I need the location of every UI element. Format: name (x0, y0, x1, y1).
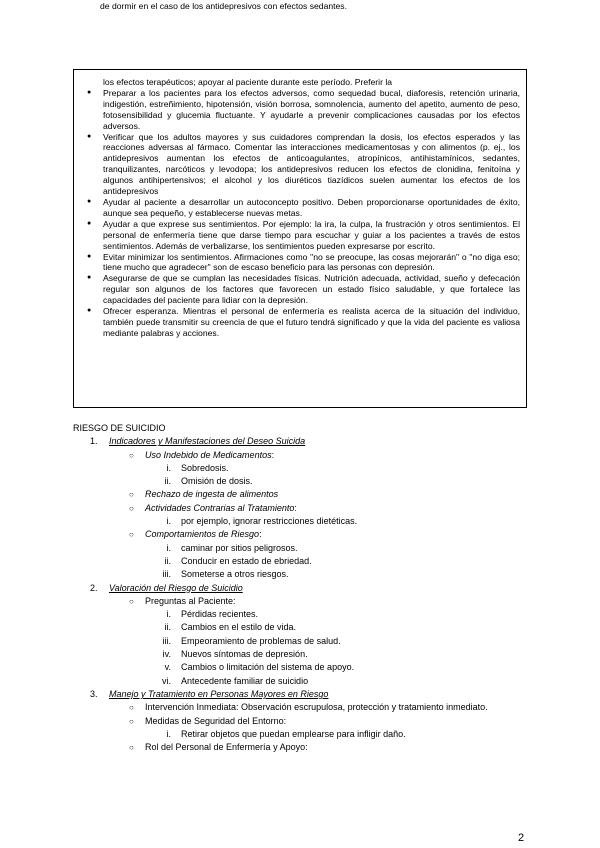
interventions-list (85, 77, 520, 339)
list-item: ● Asegurarse de que se cumplan las necesidades físicas. Nutrición adecuada, actividad, sueño y defecación regular son algunos de los factores que favorecen un estado físico saludable, y que fortalece las capacidades del paciente para lidiar con la depresión. (85, 273, 520, 306)
subitem-colon: : (271, 449, 275, 460)
subitem-label: Preguntas al Paciente: (145, 595, 236, 606)
detail-text: Conducir en estado de ebriedad. (181, 555, 312, 566)
outline-detail (73, 462, 533, 475)
roman-numeral: ii. (164, 555, 171, 566)
section-title: RIESGO DE SUICIDIO (73, 423, 166, 433)
subitem-label: Uso Indebido de Medicamentos (145, 449, 272, 460)
detail-text: caminar por sitios peligrosos. (181, 542, 298, 553)
roman-numeral: i. (166, 609, 171, 620)
list-item: ● Verificar que los adultos mayores y sus cuidadores comprendan la dosis, los efectos esperados y las reacciones adversas al fármaco. Comentar las interacciones medicamentosas y con alimentos (p. ej., los antidepresivos aumentan los efectos de anticoagulantes, atropínicos, antihistamínicos, sedantes, tranquilizantes, narcóticos y levodopa; los antidepresivos reducen los efectos de clonidina, fenitoína y algunos antihipertensivos; el alcohol y los diuréticos tiazídicos suelen aumentar los efectos de los antidepresivos (85, 132, 520, 197)
list-item: ● Ayudar a que exprese sus sentimientos. Por ejemplo: la ira, la culpa, la frustración y otros sentimientos. El personal de enfermería tiene que darse tiempo para escuchar y guiar a los pacientes a través de estos sentimientos. Además de verbalizarse, los sentimientos pueden expresarse por escrito. (85, 219, 520, 252)
roman-numeral: iii. (162, 635, 171, 646)
circle-bullet-icon: ○ (129, 530, 134, 540)
detail-text: Cambios o limitación del sistema de apoyo. (181, 662, 355, 673)
outline-subitem (73, 502, 533, 515)
suicide-risk-section (73, 422, 533, 754)
outline-subitem (73, 741, 533, 754)
outline-heading (73, 435, 533, 448)
roman-numeral: i. (166, 462, 171, 473)
roman-numeral: ii. (164, 476, 171, 487)
subitem-colon: : (294, 502, 297, 513)
roman-numeral: v. (164, 662, 171, 673)
outline-detail (73, 635, 533, 648)
circle-bullet-icon: ○ (129, 490, 134, 500)
circle-bullet-icon: ○ (129, 596, 134, 606)
roman-numeral: i. (166, 728, 171, 739)
detail-text: Omisión de dosis. (181, 476, 253, 487)
subitem-label: Rol del Personal de Enfermería y Apoyo: (145, 742, 308, 753)
roman-numeral: iii. (162, 569, 171, 580)
outline-detail (73, 568, 533, 581)
outline-detail (73, 621, 533, 634)
detail-text: Sobredosis. (181, 462, 229, 473)
outline-title: Manejo y Tratamiento en Personas Mayores en Riesgo (109, 688, 329, 699)
subitem-label: Actividades Contrarias al Tratamiento (145, 502, 295, 513)
outline-subitem (73, 701, 533, 714)
outline-heading (73, 582, 533, 595)
circle-bullet-icon: ○ (129, 703, 134, 713)
circle-bullet-icon: ○ (129, 503, 134, 513)
outline-number: 1. (90, 436, 98, 447)
circle-bullet-icon: ○ (129, 450, 134, 460)
outline-number: 3. (90, 688, 98, 699)
list-item: ● Ayudar al paciente a desarrollar un autoconcepto positivo. Deben proporcionarse oportunidades de éxito, aunque sea pequeño, y establecerse nuevas metas. (85, 197, 520, 219)
subitem-colon: : (259, 529, 262, 540)
outline-title: Indicadores y Manifestaciones del Deseo Suicida (109, 436, 306, 447)
detail-text: Cambios en el estilo de vida. (181, 622, 297, 633)
outline-subitem (73, 595, 533, 608)
outline-detail (73, 661, 533, 674)
detail-text: Pérdidas recientes. (181, 609, 259, 620)
subitem-label: Rechazo de ingesta de alimentos (145, 489, 279, 500)
list-item: los efectos terapéuticos; apoyar al paciente durante este período. Preferir la (103, 77, 393, 87)
subitem-label: Medidas de Seguridad del Entorno: (145, 715, 287, 726)
top-paragraph: de dormir en el caso de los antidepresivos con efectos sedantes. (100, 1, 347, 11)
outline-title: Valoración del Riesgo de Suicidio (109, 582, 243, 593)
detail-text: por ejemplo, ignorar restricciones dietéticas. (181, 516, 358, 527)
outline-number: 2. (90, 582, 98, 593)
outline-detail (73, 515, 533, 528)
detail-text: Antecedente familiar de suicidio (181, 675, 309, 686)
list-item: ● Ofrecer esperanza. Mientras el personal de enfermería es realista acerca de la situación del individuo, también puede transmitir su creencia de que el futuro tendrá significado y que la vida del paciente es valiosa mediante palabras y acciones. (85, 306, 520, 339)
outline-detail (73, 608, 533, 621)
outline-subitem (73, 488, 533, 501)
outline-subitem (73, 449, 533, 462)
list-item: ● Evitar minimizar los sentimientos. Afirmaciones como "no se preocupe, las cosas mejorarán" o "no diga eso; tiene mucho que agradecer" son de escaso beneficio para las personas con depresión. (85, 252, 520, 274)
outline-detail (73, 675, 533, 688)
outline-detail (73, 648, 533, 661)
roman-numeral: vi. (162, 675, 171, 686)
outline-heading (73, 688, 533, 701)
outline-subitem (73, 528, 533, 541)
nursing-interventions-box (73, 69, 527, 408)
roman-numeral: iv. (162, 649, 171, 660)
roman-numeral: i. (166, 516, 171, 527)
roman-numeral: i. (166, 542, 171, 553)
outline-detail (73, 555, 533, 568)
detail-text: Retirar objetos que puedan emplearse para infligir daño. (181, 728, 406, 739)
outline-detail (73, 542, 533, 555)
subitem-label: Comportamientos de Riesgo (145, 529, 260, 540)
detail-text: Nuevos síntomas de depresión. (181, 649, 308, 660)
list-item: ● Preparar a los pacientes para los efectos adversos, como sequedad bucal, diaforesis, retención urinaria, indigestión, estreñimiento, hipotensión, visión borrosa, somnolencia, aumento del apetito, aumento de peso, fotosensibilidad y glucemia fluctuante. Y ayudarle a prevenir complicaciones causadas por los efectos adversos. (85, 88, 520, 132)
page-number: 2 (518, 832, 525, 844)
outline-subitem (73, 715, 533, 728)
outline-detail (73, 475, 533, 488)
subitem-label: Intervención Inmediata: Observación escrupulosa, protección y tratamiento inmediato. (145, 702, 488, 713)
detail-text: Empeoramiento de problemas de salud. (181, 635, 341, 646)
roman-numeral: ii. (164, 622, 171, 633)
detail-text: Someterse a otros riesgos. (181, 569, 289, 580)
outline-detail (73, 728, 533, 741)
circle-bullet-icon: ○ (129, 743, 134, 753)
circle-bullet-icon: ○ (129, 716, 134, 726)
